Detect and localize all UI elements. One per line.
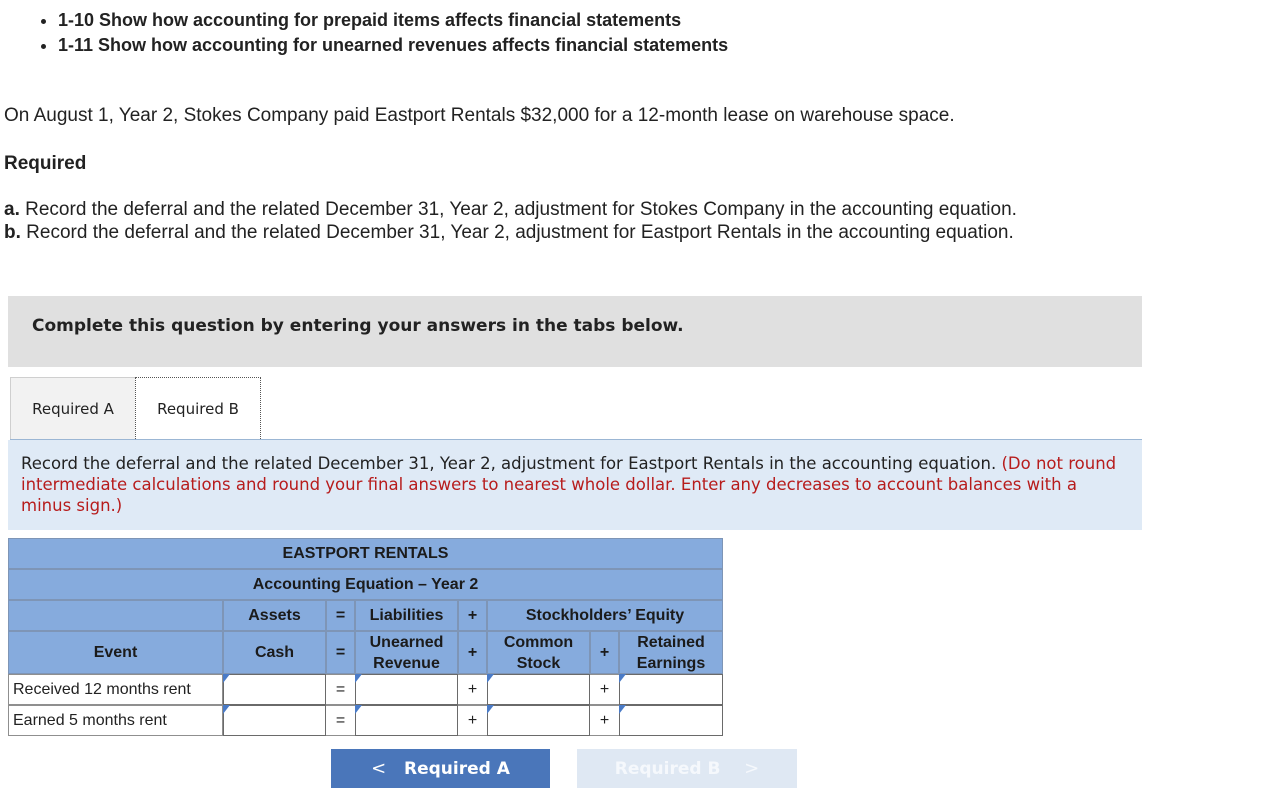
col-header-retained-earnings: Retained Earnings	[619, 631, 723, 674]
common-stock-input[interactable]	[487, 674, 590, 705]
instruction-banner	[8, 296, 1142, 367]
next-button-label: Required B	[614, 758, 721, 779]
group-header-assets: Assets	[223, 600, 326, 631]
objective-item: • 1-10 Show how accounting for prepaid items affects financial statements	[58, 8, 728, 33]
problem-statement: On August 1, Year 2, Stokes Company paid Eastport Rentals $32,000 for a 12-month lease on warehouse space.	[4, 105, 955, 126]
tab-required-a[interactable]: Required A	[10, 377, 136, 440]
group-op-equals: =	[326, 600, 355, 631]
common-stock-input[interactable]	[487, 705, 590, 736]
row-op-equals: =	[326, 705, 355, 736]
common-stock-input-field[interactable]	[488, 706, 589, 735]
input-flag-icon	[487, 705, 494, 714]
learning-objectives	[34, 8, 728, 58]
banner-text: Complete this question by entering your answers in the tabs below.	[32, 316, 684, 336]
table-title: EASTPORT RENTALS	[8, 538, 723, 569]
input-flag-icon	[619, 674, 626, 683]
common-stock-input-field[interactable]	[488, 675, 589, 704]
row-op-plus: +	[590, 705, 619, 736]
chevron-right-icon: >	[744, 758, 760, 779]
cash-input[interactable]	[223, 705, 326, 736]
col-header-cash: Cash	[223, 631, 326, 674]
input-flag-icon	[487, 674, 494, 683]
unearned-revenue-input[interactable]	[355, 674, 458, 705]
prev-button-label: Required A	[403, 758, 510, 779]
retained-earnings-input-field[interactable]	[620, 706, 722, 735]
input-flag-icon	[355, 674, 362, 683]
requirement-text: Record the deferral and the related December 31, Year 2, adjustment for Eastport Rentals in the accounting equation.	[26, 222, 1014, 243]
tab-required-b[interactable]: Required B	[135, 377, 261, 441]
requirement-item	[4, 198, 1017, 221]
next-required-b-button	[577, 749, 797, 788]
col-header-common-stock: Common Stock	[487, 631, 590, 674]
requirements-list	[4, 198, 1017, 244]
row-op-plus: +	[458, 674, 487, 705]
row-op-equals: =	[326, 674, 355, 705]
row-op-plus: +	[458, 705, 487, 736]
unearned-revenue-input-field[interactable]	[356, 706, 457, 735]
input-flag-icon	[619, 705, 626, 714]
input-flag-icon	[223, 674, 230, 683]
table-row-event: Received 12 months rent	[8, 674, 223, 705]
instruction-note: (Do not round intermediate calculations and round your final answers to nearest whole dollar. Enter any decreases to account balances with a minus sign.)	[21, 454, 1117, 515]
required-heading: Required	[4, 153, 87, 174]
retained-earnings-input[interactable]	[619, 674, 723, 705]
cash-input-field[interactable]	[224, 706, 325, 735]
requirement-item	[4, 221, 1017, 244]
row-op-plus: +	[590, 674, 619, 705]
cash-input[interactable]	[223, 674, 326, 705]
group-header-liabilities: Liabilities	[355, 600, 458, 631]
col-op-plus: +	[458, 631, 487, 674]
chevron-left-icon: <	[371, 758, 387, 779]
requirement-letter: a.	[4, 199, 20, 220]
table-subtitle: Accounting Equation – Year 2	[8, 569, 723, 600]
col-header-unearned-revenue: Unearned Revenue	[355, 631, 458, 674]
retained-earnings-input-field[interactable]	[620, 675, 722, 704]
table-row-event: Earned 5 months rent	[8, 705, 223, 736]
col-op-plus: +	[590, 631, 619, 674]
input-flag-icon	[223, 705, 230, 714]
group-op-plus: +	[458, 600, 487, 631]
group-header-equity: Stockholders’ Equity	[487, 600, 723, 631]
tab-instruction	[8, 440, 1142, 530]
objective-item: • 1-11 Show how accounting for unearned revenues affects financial statements	[58, 33, 728, 58]
instruction-main: Record the deferral and the related December 31, Year 2, adjustment for Eastport Rentals in the accounting equation.	[21, 454, 997, 473]
requirement-text: Record the deferral and the related December 31, Year 2, adjustment for Stokes Company in the accounting equation.	[25, 199, 1017, 220]
col-header-event: Event	[8, 631, 223, 674]
requirement-letter: b.	[4, 222, 21, 243]
unearned-revenue-input[interactable]	[355, 705, 458, 736]
col-op-equals: =	[326, 631, 355, 674]
input-flag-icon	[355, 705, 362, 714]
cash-input-field[interactable]	[224, 675, 325, 704]
unearned-revenue-input-field[interactable]	[356, 675, 457, 704]
group-header-blank	[8, 600, 223, 631]
prev-required-a-button[interactable]	[331, 749, 550, 788]
retained-earnings-input[interactable]	[619, 705, 723, 736]
